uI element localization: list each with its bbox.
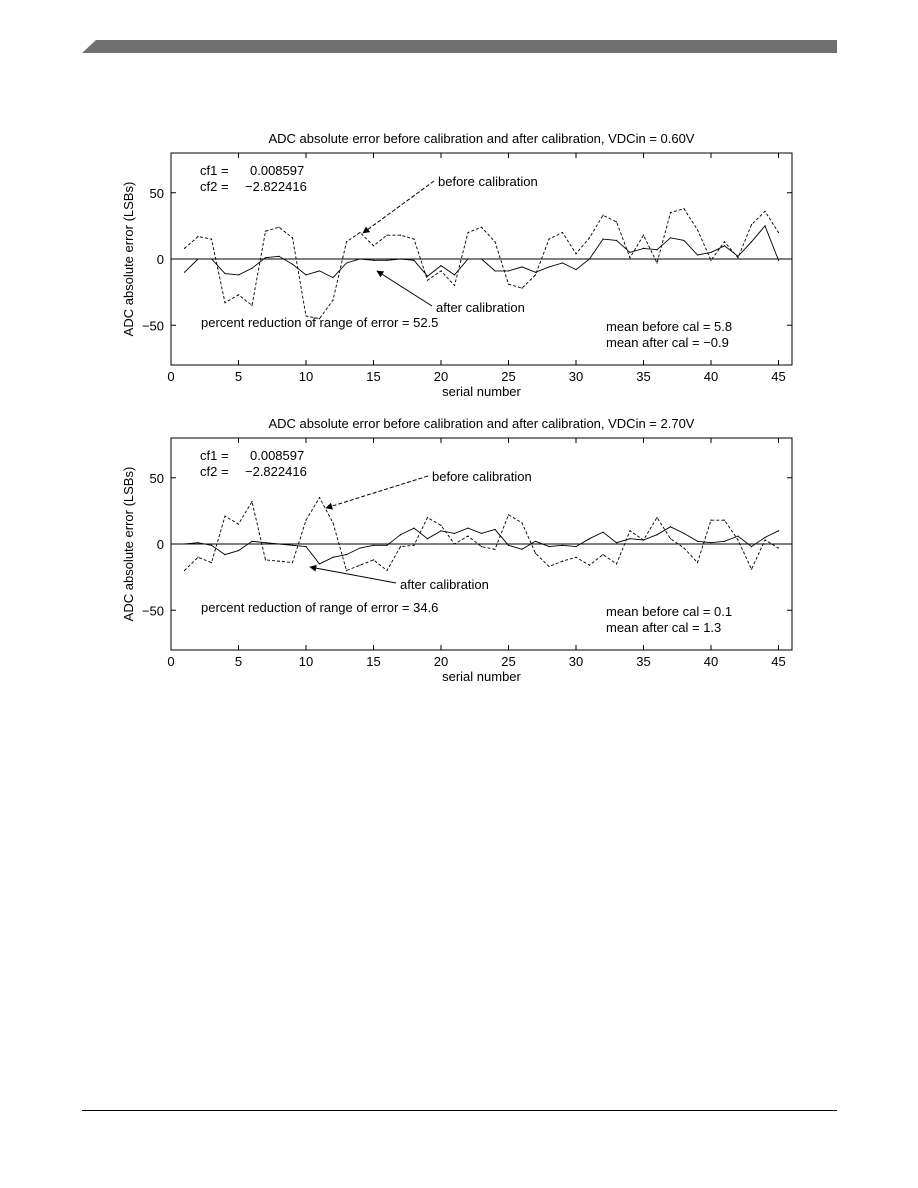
- point-after: [238, 274, 239, 275]
- point-after: [778, 260, 779, 261]
- point-before: [251, 501, 252, 502]
- point-after: [656, 249, 657, 250]
- point-after: [265, 257, 266, 258]
- point-before: [440, 270, 441, 271]
- point-after: [643, 539, 644, 540]
- point-after: [319, 270, 320, 271]
- header-bar: [82, 40, 837, 53]
- point-before: [589, 565, 590, 566]
- point-before: [238, 524, 239, 525]
- point-before: [710, 520, 711, 521]
- point-before: [386, 235, 387, 236]
- footer-rule: [82, 1110, 837, 1111]
- point-after: [589, 258, 590, 259]
- x-tick-label: 45: [771, 654, 786, 669]
- point-after: [481, 258, 482, 259]
- point-after: [211, 545, 212, 546]
- point-before: [278, 227, 279, 228]
- point-after: [494, 529, 495, 530]
- point-after: [346, 554, 347, 555]
- point-before: [400, 546, 401, 547]
- point-before: [724, 241, 725, 242]
- point-before: [251, 305, 252, 306]
- after-calibration-label: after calibration: [400, 577, 489, 592]
- point-before: [778, 232, 779, 233]
- point-after: [319, 563, 320, 564]
- point-before: [319, 497, 320, 498]
- point-before: [616, 221, 617, 222]
- point-after: [575, 269, 576, 270]
- point-after: [211, 258, 212, 259]
- point-after: [521, 266, 522, 267]
- point-before: [184, 570, 185, 571]
- point-after: [413, 260, 414, 261]
- point-after: [670, 237, 671, 238]
- point-after: [683, 533, 684, 534]
- point-after: [562, 545, 563, 546]
- point-before: [238, 294, 239, 295]
- point-after: [643, 248, 644, 249]
- point-before: [211, 239, 212, 240]
- x-tick-label: 0: [167, 654, 175, 669]
- point-before: [778, 547, 779, 548]
- point-after: [521, 549, 522, 550]
- x-tick-label: 10: [298, 654, 314, 669]
- point-before: [764, 539, 765, 540]
- point-before: [427, 280, 428, 281]
- point-before: [764, 211, 765, 212]
- point-after: [656, 534, 657, 535]
- cf1-label: cf1 =: [200, 448, 229, 463]
- point-before: [305, 520, 306, 521]
- point-after: [400, 258, 401, 259]
- point-before: [602, 554, 603, 555]
- point-before: [724, 520, 725, 521]
- series-line-after: [185, 226, 779, 278]
- point-before: [265, 231, 266, 232]
- point-before: [413, 545, 414, 546]
- x-tick-label: 10: [298, 369, 314, 384]
- point-after: [724, 245, 725, 246]
- after-calibration-arrow: [377, 271, 432, 306]
- point-after: [535, 541, 536, 542]
- x-tick-label: 25: [501, 369, 516, 384]
- point-after: [616, 240, 617, 241]
- point-before: [697, 562, 698, 563]
- point-after: [413, 528, 414, 529]
- point-after: [710, 542, 711, 543]
- after-calibration-arrow: [310, 567, 396, 583]
- before-calibration-arrow: [326, 476, 428, 508]
- point-after: [697, 541, 698, 542]
- point-after: [238, 550, 239, 551]
- point-before: [670, 212, 671, 213]
- cf1-label: cf1 =: [200, 163, 229, 178]
- before-calibration-label: before calibration: [438, 174, 538, 189]
- point-after: [427, 276, 428, 277]
- mean-after-text: mean after cal = −0.9: [606, 335, 729, 350]
- point-after: [602, 239, 603, 240]
- percent-reduction-text: percent reduction of range of error = 52.5: [201, 315, 439, 330]
- point-before: [467, 232, 468, 233]
- point-after: [251, 541, 252, 542]
- series-line-after: [185, 527, 779, 564]
- point-after: [454, 533, 455, 534]
- point-after: [616, 542, 617, 543]
- point-before: [427, 517, 428, 518]
- y-tick-label: 0: [156, 537, 164, 552]
- point-after: [292, 545, 293, 546]
- point-before: [656, 262, 657, 263]
- point-before: [332, 522, 333, 523]
- point-before: [278, 561, 279, 562]
- y-tick-label: 50: [149, 470, 164, 486]
- point-after: [184, 272, 185, 273]
- before-calibration-label: before calibration: [432, 469, 532, 484]
- point-after: [481, 533, 482, 534]
- point-after: [764, 537, 765, 538]
- point-before: [548, 566, 549, 567]
- point-after: [386, 260, 387, 261]
- point-after: [467, 528, 468, 529]
- mean-before-text: mean before cal = 0.1: [606, 604, 733, 619]
- cf2-label: cf2 =: [200, 179, 229, 194]
- y-tick-label: −50: [141, 318, 164, 334]
- point-before: [292, 562, 293, 563]
- point-after: [697, 254, 698, 255]
- point-before: [683, 547, 684, 548]
- cf2-value: −2.822416: [245, 464, 307, 479]
- x-tick-label: 40: [703, 369, 719, 384]
- point-before: [737, 539, 738, 540]
- point-before: [575, 557, 576, 558]
- point-after: [508, 545, 509, 546]
- point-after: [440, 265, 441, 266]
- point-after: [751, 241, 752, 242]
- point-before: [481, 546, 482, 547]
- y-axis-label: ADC absolute error (LSBs): [121, 466, 136, 622]
- point-before: [373, 245, 374, 246]
- y-tick-label: 0: [156, 252, 164, 267]
- x-tick-label: 40: [703, 654, 719, 669]
- point-before: [400, 235, 401, 236]
- point-after: [683, 240, 684, 241]
- point-before: [751, 569, 752, 570]
- point-before: [643, 235, 644, 236]
- point-after: [373, 260, 374, 261]
- point-after: [305, 274, 306, 275]
- point-after: [548, 266, 549, 267]
- x-tick-label: 0: [167, 369, 175, 384]
- point-after: [386, 545, 387, 546]
- x-tick-label: 20: [433, 654, 449, 669]
- point-before: [440, 525, 441, 526]
- cf2-value: −2.822416: [245, 179, 307, 194]
- point-before: [373, 559, 374, 560]
- point-after: [184, 543, 185, 544]
- cf1-value: 0.008597: [250, 163, 305, 178]
- point-before: [508, 284, 509, 285]
- point-after: [251, 268, 252, 269]
- point-before: [454, 285, 455, 286]
- point-after: [197, 258, 198, 259]
- point-before: [494, 549, 495, 550]
- point-after: [602, 531, 603, 532]
- x-tick-label: 20: [433, 369, 449, 384]
- point-before: [211, 562, 212, 563]
- point-before: [616, 563, 617, 564]
- point-before: [184, 248, 185, 249]
- point-after: [724, 541, 725, 542]
- point-before: [292, 237, 293, 238]
- point-after: [373, 545, 374, 546]
- point-before: [224, 516, 225, 517]
- point-before: [197, 236, 198, 237]
- point-before: [508, 514, 509, 515]
- chart-vdcin-0-60v: [0, 125, 918, 405]
- point-before: [224, 302, 225, 303]
- point-after: [292, 264, 293, 265]
- point-before: [265, 559, 266, 560]
- point-after: [778, 530, 779, 531]
- x-tick-label: 30: [568, 369, 584, 384]
- point-before: [562, 232, 563, 233]
- point-after: [427, 538, 428, 539]
- percent-reduction-text: percent reduction of range of error = 34.6: [201, 600, 439, 615]
- point-before: [629, 257, 630, 258]
- point-after: [224, 554, 225, 555]
- mean-after-text: mean after cal = 1.3: [606, 620, 722, 635]
- y-tick-label: −50: [141, 603, 164, 619]
- point-before: [413, 239, 414, 240]
- point-after: [278, 256, 279, 257]
- point-after: [454, 274, 455, 275]
- chart-vdcin-2-70v: [0, 410, 918, 690]
- point-after: [751, 546, 752, 547]
- point-before: [535, 553, 536, 554]
- point-before: [562, 561, 563, 562]
- point-before: [521, 522, 522, 523]
- point-after: [535, 272, 536, 273]
- point-after: [562, 262, 563, 263]
- x-axis-label: serial number: [442, 669, 521, 684]
- before-calibration-arrow: [363, 181, 434, 233]
- point-after: [629, 252, 630, 253]
- chart-title: ADC absolute error before calibration and after calibration, VDCin = 2.70V: [268, 416, 695, 431]
- x-tick-label: 35: [636, 369, 651, 384]
- point-before: [521, 288, 522, 289]
- point-after: [332, 277, 333, 278]
- series-line-before: [185, 498, 779, 571]
- point-before: [575, 253, 576, 254]
- point-before: [535, 274, 536, 275]
- point-before: [670, 538, 671, 539]
- point-after: [508, 270, 509, 271]
- point-before: [346, 570, 347, 571]
- x-tick-label: 5: [234, 369, 243, 384]
- point-after: [467, 258, 468, 259]
- x-tick-label: 15: [366, 654, 381, 669]
- point-after: [197, 542, 198, 543]
- point-before: [751, 224, 752, 225]
- point-after: [305, 546, 306, 547]
- point-after: [346, 262, 347, 263]
- point-after: [278, 543, 279, 544]
- point-before: [589, 237, 590, 238]
- point-before: [737, 257, 738, 258]
- point-after: [670, 526, 671, 527]
- point-before: [481, 227, 482, 228]
- point-before: [494, 241, 495, 242]
- point-before: [629, 530, 630, 531]
- point-before: [359, 232, 360, 233]
- y-tick-label: 50: [149, 185, 164, 201]
- point-before: [467, 535, 468, 536]
- point-after: [764, 225, 765, 226]
- point-after: [737, 256, 738, 257]
- point-after: [629, 538, 630, 539]
- point-before: [548, 239, 549, 240]
- point-after: [359, 547, 360, 548]
- x-tick-label: 25: [501, 654, 516, 669]
- point-before: [332, 299, 333, 300]
- point-before: [346, 241, 347, 242]
- point-before: [683, 208, 684, 209]
- point-after: [440, 530, 441, 531]
- x-axis-label: serial number: [442, 384, 521, 399]
- x-tick-label: 15: [366, 369, 381, 384]
- point-before: [697, 229, 698, 230]
- point-after: [359, 258, 360, 259]
- point-after: [332, 557, 333, 558]
- x-tick-label: 30: [568, 654, 584, 669]
- point-before: [602, 215, 603, 216]
- point-after: [224, 273, 225, 274]
- chart-title: ADC absolute error before calibration and after calibration, VDCin = 0.60V: [268, 131, 695, 146]
- point-before: [710, 260, 711, 261]
- y-axis-label: ADC absolute error (LSBs): [121, 181, 136, 337]
- point-after: [548, 546, 549, 547]
- after-calibration-label: after calibration: [436, 300, 525, 315]
- point-before: [454, 543, 455, 544]
- point-after: [400, 534, 401, 535]
- point-before: [386, 570, 387, 571]
- x-tick-label: 35: [636, 654, 651, 669]
- cf2-label: cf2 =: [200, 464, 229, 479]
- mean-before-text: mean before cal = 5.8: [606, 319, 733, 334]
- x-tick-label: 45: [771, 369, 786, 384]
- point-after: [494, 270, 495, 271]
- x-tick-label: 5: [234, 654, 243, 669]
- point-after: [589, 538, 590, 539]
- point-before: [656, 517, 657, 518]
- point-after: [737, 535, 738, 536]
- point-after: [710, 252, 711, 253]
- cf1-value: 0.008597: [250, 448, 305, 463]
- point-before: [197, 557, 198, 558]
- point-after: [265, 542, 266, 543]
- point-after: [575, 546, 576, 547]
- point-before: [359, 565, 360, 566]
